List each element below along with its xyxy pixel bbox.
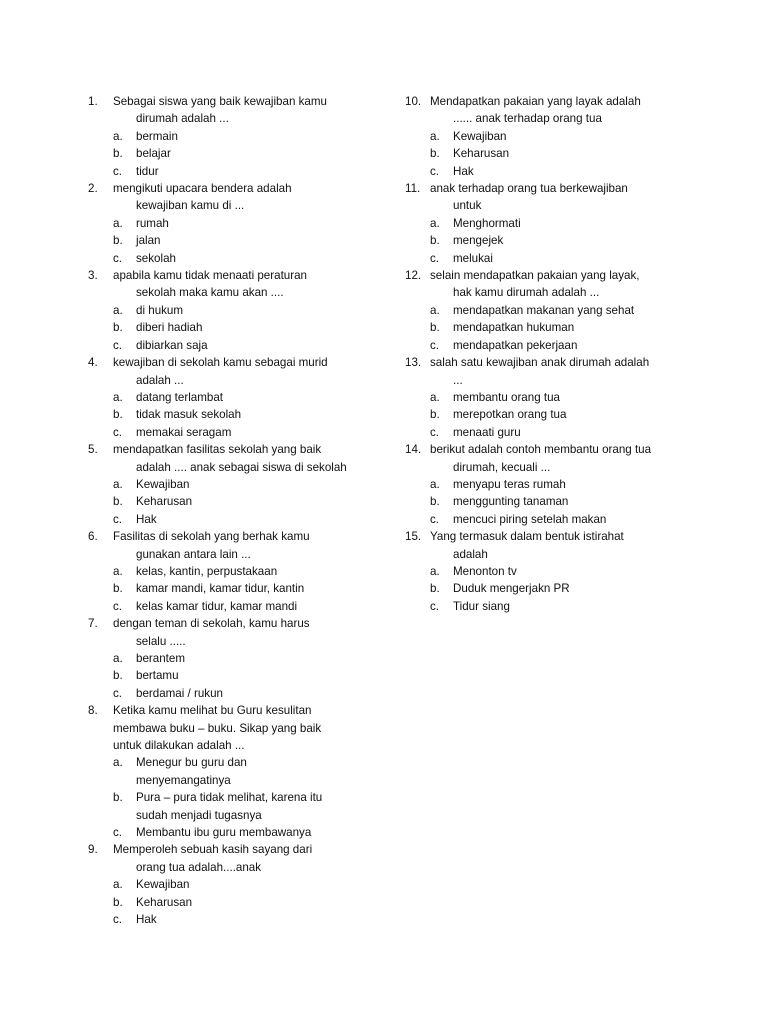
answer-option [88, 650, 370, 667]
question-line: salah satu kewajiban anak dirumah adalah [430, 356, 650, 370]
answer-option [88, 789, 370, 824]
question-item [405, 180, 705, 267]
option-text: kelas kamar tidur, kamar mandi [136, 599, 298, 613]
answer-option [88, 876, 370, 893]
question-line: kewajiban kamu di ... [136, 199, 245, 213]
option-text: tidak masuk sekolah [136, 408, 242, 422]
question-line: sekolah maka kamu akan .... [136, 286, 284, 300]
question-line: ...... anak terhadap orang tua [453, 112, 602, 126]
answer-option [88, 163, 370, 180]
option-text: Tidur siang [453, 599, 510, 613]
question-text [405, 354, 705, 389]
question-number: 5. [88, 443, 98, 457]
question-line: selalu ..... [136, 634, 186, 648]
question-number: 3. [88, 269, 98, 283]
answer-option [405, 163, 705, 180]
answer-option [405, 476, 705, 493]
answer-option [405, 250, 705, 267]
option-letter: a. [113, 477, 123, 491]
option-text: sudah menjadi tugasnya [136, 808, 262, 822]
answer-option [88, 232, 370, 249]
answer-option [405, 232, 705, 249]
option-letter: a. [113, 129, 123, 143]
answer-option [88, 406, 370, 423]
answer-option [88, 337, 370, 354]
option-text: berdamai / rukun [136, 686, 223, 700]
answer-option [88, 250, 370, 267]
option-letter: a. [113, 216, 123, 230]
question-text [88, 528, 370, 563]
option-letter: c. [430, 425, 440, 439]
answer-option [405, 580, 705, 597]
answer-option [405, 215, 705, 232]
question-line: berikut adalah contoh membantu orang tua [430, 443, 652, 457]
question-item [405, 528, 705, 615]
option-letter: a. [430, 129, 440, 143]
question-number: 13. [405, 356, 422, 370]
answer-option [88, 424, 370, 441]
question-line: Ketika kamu melihat bu Guru kesulitan [113, 704, 312, 718]
option-text: Menonton tv [453, 564, 517, 578]
option-text: mendapatkan makanan yang sehat [453, 303, 635, 317]
question-text [88, 354, 370, 389]
option-letter: b. [430, 495, 440, 509]
option-text: di hukum [136, 303, 184, 317]
answer-option [88, 580, 370, 597]
option-text: bermain [136, 129, 178, 143]
option-letter: c. [113, 512, 123, 526]
answer-option [405, 493, 705, 510]
option-letter: c. [113, 425, 123, 439]
question-text [88, 615, 370, 650]
question-text [405, 267, 705, 302]
answer-option [405, 145, 705, 162]
answer-option [88, 824, 370, 841]
question-item [88, 180, 370, 267]
question-line: dirumah, kecuali ... [453, 460, 551, 474]
answer-option [88, 511, 370, 528]
option-text: menggunting tanaman [453, 495, 569, 509]
question-number: 1. [88, 95, 98, 108]
question-number: 15. [405, 530, 422, 544]
option-text: Duduk mengerjakn PR [453, 582, 570, 596]
option-text: mengejek [453, 234, 504, 248]
question-column-right [405, 93, 705, 615]
question-text [405, 441, 705, 476]
question-line: mendapatkan fasilitas sekolah yang baik [113, 443, 322, 457]
option-text: mencuci piring setelah makan [453, 512, 607, 526]
answer-option [88, 563, 370, 580]
option-letter: c. [113, 164, 123, 178]
option-text: menaati guru [453, 425, 521, 439]
option-text: Keharusan [136, 895, 193, 909]
option-letter: c. [430, 251, 440, 265]
option-letter: b. [113, 895, 123, 909]
question-line: untuk dilakukan adalah ... [113, 739, 245, 753]
option-text: sekolah [136, 251, 176, 265]
option-letter: c. [430, 338, 440, 352]
option-letter: b. [430, 321, 440, 335]
option-text: belajar [136, 147, 171, 161]
answer-option [405, 389, 705, 406]
option-text: datang terlambat [136, 390, 224, 404]
option-letter: a. [113, 756, 123, 770]
answer-option [405, 511, 705, 528]
option-text: Membantu ibu guru membawanya [136, 826, 312, 840]
answer-option [88, 319, 370, 336]
answer-option [88, 685, 370, 702]
question-line: orang tua adalah....anak [136, 860, 262, 874]
question-line: kewajiban di sekolah kamu sebagai murid [113, 356, 328, 370]
question-line: adalah ... [136, 373, 184, 387]
question-line: dengan teman di sekolah, kamu harus [113, 617, 310, 631]
option-text: Keharusan [453, 147, 510, 161]
question-number: 9. [88, 843, 98, 857]
option-text: membantu orang tua [453, 390, 560, 404]
option-text: Hak [453, 164, 474, 178]
question-line: anak terhadap orang tua berkewajiban [430, 182, 628, 196]
option-letter: b. [113, 234, 123, 248]
question-text [405, 93, 705, 128]
option-letter: b. [113, 669, 123, 683]
option-text: melukai [453, 251, 493, 265]
answer-option [88, 667, 370, 684]
option-text: mendapatkan hukuman [453, 321, 575, 335]
question-item [405, 93, 705, 180]
option-text: Menegur bu guru dan [136, 756, 247, 770]
option-letter: b. [113, 791, 123, 805]
option-text: dibiarkan saja [136, 338, 208, 352]
option-letter: a. [113, 390, 123, 404]
question-item [88, 267, 370, 354]
answer-option [88, 911, 370, 928]
answer-option [88, 389, 370, 406]
question-line: untuk [453, 199, 482, 213]
question-number: 8. [88, 704, 98, 718]
question-item [88, 702, 370, 841]
question-text [405, 180, 705, 215]
question-line: apabila kamu tidak menaati peraturan [113, 269, 307, 283]
question-text [88, 841, 370, 876]
option-text: menyapu teras rumah [453, 477, 566, 491]
option-letter: c. [113, 338, 123, 352]
option-text: menyemangatinya [136, 773, 231, 787]
option-letter: a. [430, 564, 440, 578]
question-line: adalah [453, 547, 488, 561]
question-column-left [88, 93, 370, 929]
question-text [88, 180, 370, 215]
question-text [88, 93, 370, 128]
question-line: mengikuti upacara bendera adalah [113, 182, 292, 196]
question-text [88, 267, 370, 302]
answer-option [88, 598, 370, 615]
option-letter: a. [430, 216, 440, 230]
option-letter: a. [113, 652, 123, 665]
option-text: bertamu [136, 669, 179, 683]
question-number: 6. [88, 530, 98, 544]
option-letter: c. [113, 913, 123, 927]
option-letter: c. [430, 512, 440, 526]
question-line: gunakan antara lain ... [136, 547, 251, 561]
option-letter: a. [113, 303, 123, 317]
question-line: dirumah adalah ... [136, 112, 229, 126]
question-item [88, 528, 370, 615]
option-letter: a. [430, 303, 440, 317]
option-letter: c. [113, 826, 123, 840]
question-item [88, 441, 370, 528]
answer-option [405, 302, 705, 319]
option-text: Pura – pura tidak melihat, karena itu [136, 791, 323, 805]
answer-option [405, 128, 705, 145]
option-text: mendapatkan pekerjaan [453, 338, 578, 352]
option-text: diberi hadiah [136, 321, 203, 335]
answer-option [405, 319, 705, 336]
option-text: Kewajiban [136, 477, 190, 491]
question-number: 14. [405, 443, 422, 457]
question-item [88, 615, 370, 702]
answer-option [88, 128, 370, 145]
answer-option [88, 754, 370, 789]
answer-option [88, 493, 370, 510]
question-line: Memperoleh sebuah kasih sayang dari [113, 843, 313, 857]
option-letter: b. [430, 582, 440, 596]
question-line: hak kamu dirumah adalah ... [453, 286, 600, 300]
answer-option [88, 215, 370, 232]
option-letter: b. [113, 582, 123, 596]
option-letter: b. [430, 234, 440, 248]
answer-option [88, 476, 370, 493]
question-item [405, 441, 705, 528]
question-item [405, 354, 705, 441]
answer-option [405, 563, 705, 580]
answer-option [88, 145, 370, 162]
answer-option [405, 337, 705, 354]
option-text: berantem [136, 652, 185, 665]
question-item [405, 267, 705, 354]
option-text: kelas, kantin, perpustakaan [136, 564, 278, 578]
question-number: 4. [88, 356, 98, 370]
answer-option [405, 598, 705, 615]
option-letter: b. [430, 147, 440, 161]
answer-option [88, 302, 370, 319]
option-text: Kewajiban [453, 129, 507, 143]
option-letter: b. [113, 408, 123, 422]
option-text: Kewajiban [136, 878, 190, 892]
question-number: 10. [405, 95, 422, 108]
question-text [88, 702, 370, 754]
option-text: kamar mandi, kamar tidur, kantin [136, 582, 305, 596]
question-line: adalah .... anak sebagai siswa di sekolah [136, 460, 347, 474]
option-letter: a. [113, 564, 123, 578]
option-letter: c. [113, 599, 123, 613]
option-letter: c. [113, 686, 123, 700]
option-text: merepotkan orang tua [453, 408, 567, 422]
question-line: selain mendapatkan pakaian yang layak, [430, 269, 640, 283]
option-letter: b. [113, 495, 123, 509]
question-line: Fasilitas di sekolah yang berhak kamu [113, 530, 310, 544]
option-text: tidur [136, 164, 159, 178]
answer-option [405, 424, 705, 441]
option-letter: c. [430, 164, 440, 178]
option-text: memakai seragam [136, 425, 232, 439]
option-letter: b. [113, 321, 123, 335]
question-text [405, 528, 705, 563]
question-number: 12. [405, 269, 422, 283]
option-letter: c. [113, 251, 123, 265]
answer-option [405, 406, 705, 423]
option-letter: b. [430, 408, 440, 422]
question-number: 11. [405, 182, 421, 196]
question-line: Mendapatkan pakaian yang layak adalah [430, 95, 641, 108]
question-text [88, 441, 370, 476]
question-line: Yang termasuk dalam bentuk istirahat [430, 530, 624, 544]
option-letter: a. [430, 390, 440, 404]
option-text: rumah [136, 216, 169, 230]
question-item [88, 354, 370, 441]
answer-option [88, 894, 370, 911]
option-text: Keharusan [136, 495, 193, 509]
option-letter: a. [430, 477, 440, 491]
option-text: jalan [136, 234, 161, 248]
option-text: Menghormati [453, 216, 521, 230]
option-text: Hak [136, 512, 157, 526]
question-line: ... [453, 373, 463, 387]
question-number: 2. [88, 182, 98, 196]
question-line: membawa buku – buku. Sikap yang baik [113, 721, 322, 735]
option-text: Hak [136, 913, 157, 927]
option-letter: b. [113, 147, 123, 161]
option-letter: a. [113, 878, 123, 892]
question-item [88, 93, 370, 180]
question-item [88, 841, 370, 928]
question-number: 7. [88, 617, 98, 631]
option-letter: c. [430, 599, 440, 613]
question-line: Sebagai siswa yang baik kewajiban kamu [113, 95, 327, 108]
